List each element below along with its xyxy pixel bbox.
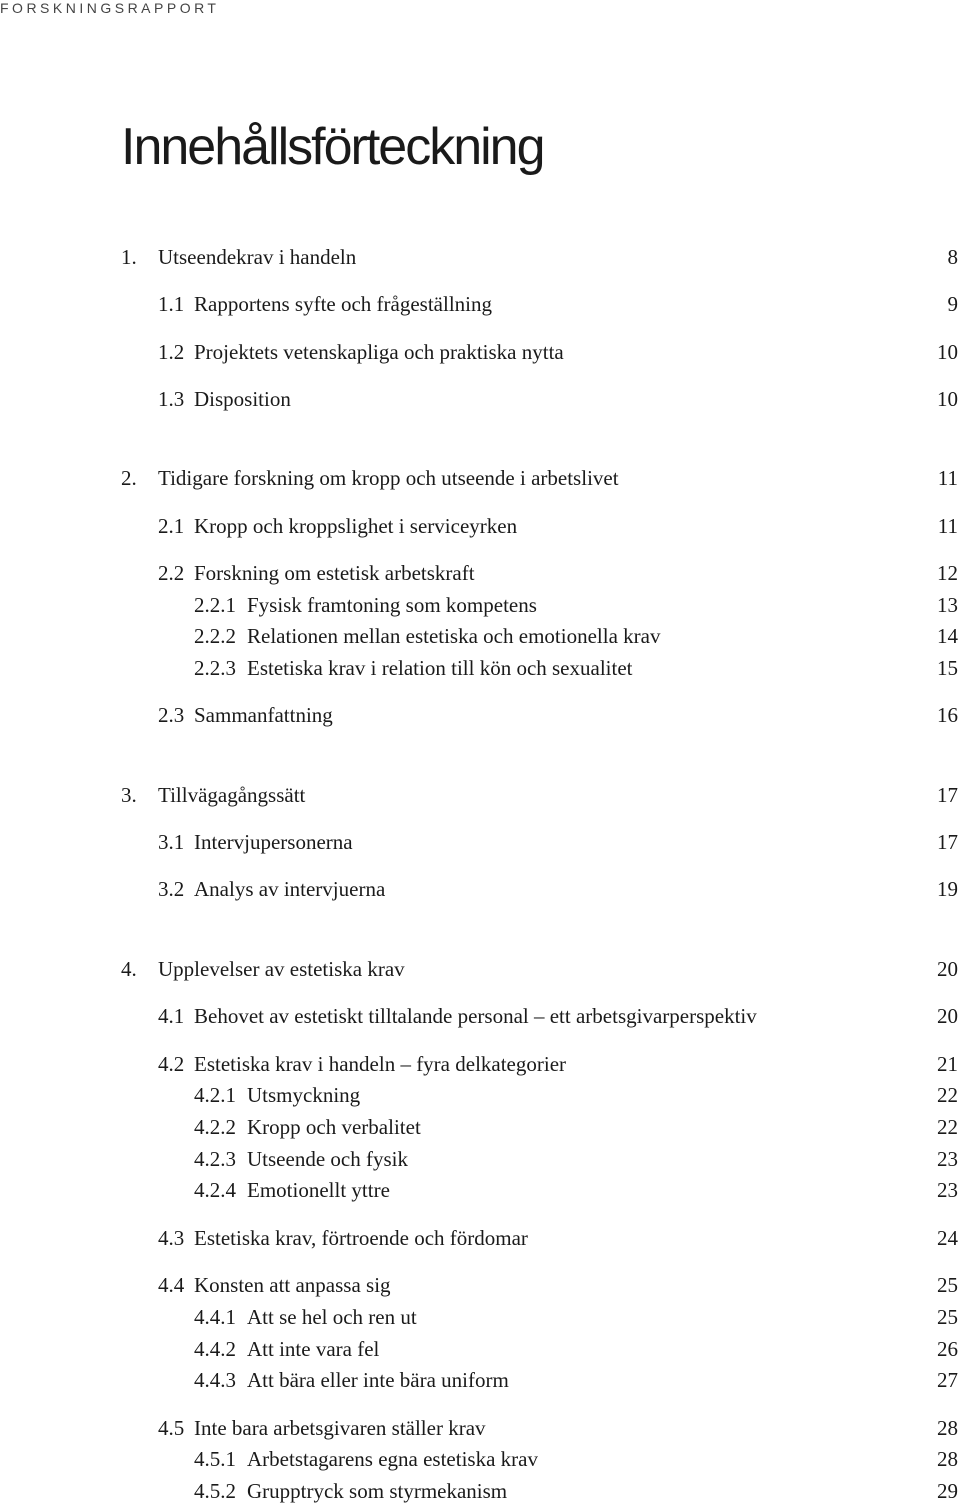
toc-entry-page: 17	[937, 783, 958, 807]
toc-entry[interactable]	[0, 1270, 960, 1300]
toc-entry[interactable]	[0, 700, 960, 730]
toc-entry-page: 19	[937, 877, 958, 901]
toc-entry-page: 28	[937, 1447, 958, 1471]
toc-entry-number: 4.2	[158, 1052, 185, 1076]
toc-entry-title: Sammanfattning	[194, 703, 333, 727]
toc-entry-number: 2.	[121, 466, 137, 490]
toc-entry-title: Utseendekrav i handeln	[158, 245, 357, 269]
toc-entry[interactable]	[0, 384, 960, 414]
toc-entry-title: Arbetstagarens egna estetiska krav	[247, 1447, 538, 1471]
toc-entry-title: Grupptryck som styrmekanism	[247, 1479, 508, 1503]
toc-entry-page: 23	[937, 1147, 958, 1171]
toc-entry-number: 4.2.4	[194, 1178, 236, 1202]
toc-entry[interactable]	[0, 954, 960, 984]
toc-entry[interactable]	[0, 242, 960, 272]
toc-entry-title: Tillvägagångssätt	[158, 783, 306, 807]
toc-entry-number: 3.1	[158, 830, 185, 854]
toc-entry-title: Relationen mellan estetiska och emotionella krav	[247, 624, 661, 648]
toc-entry[interactable]	[0, 289, 960, 319]
toc-entry-title: Utsmyckning	[247, 1083, 361, 1107]
toc-entry-page: 21	[937, 1052, 958, 1076]
page-title: Innehållsförteckning	[121, 118, 544, 176]
toc-entry[interactable]	[0, 1444, 960, 1474]
toc-entry[interactable]	[0, 337, 960, 367]
toc-entry-title: Estetiska krav, förtroende och fördomar	[194, 1226, 528, 1250]
toc-entry-title: Att inte vara fel	[247, 1337, 380, 1361]
toc-entry[interactable]	[0, 1080, 960, 1110]
toc-entry[interactable]	[0, 1049, 960, 1079]
toc-entry-page: 17	[937, 830, 958, 854]
toc-entry-page: 15	[937, 656, 958, 680]
toc-entry-title: Fysisk framtoning som kompetens	[247, 593, 537, 617]
toc-entry-number: 4.4.2	[194, 1337, 236, 1361]
toc-entry-page: 14	[937, 624, 958, 648]
toc-entry-page: 29	[937, 1479, 958, 1503]
toc-entry-title: Forskning om estetisk arbetskraft	[194, 561, 475, 585]
toc-entry-number: 1.	[121, 245, 137, 269]
toc-entry[interactable]	[0, 1001, 960, 1031]
toc-entry-title: Kropp och kroppslighet i serviceyrken	[194, 514, 518, 538]
toc-entry-title: Intervjupersonerna	[194, 830, 353, 854]
toc-entry[interactable]	[0, 1365, 960, 1395]
toc-entry-page: 20	[937, 957, 958, 981]
toc-entry-number: 4.4	[158, 1273, 185, 1297]
toc-entry-title: Att se hel och ren ut	[247, 1305, 417, 1329]
toc-entry-number: 4.5	[158, 1416, 185, 1440]
toc-entry[interactable]	[0, 1476, 960, 1506]
toc-entry[interactable]	[0, 827, 960, 857]
toc-entry-number: 2.2.3	[194, 656, 236, 680]
toc-entry-page: 16	[937, 703, 958, 727]
toc-entry-title: Disposition	[194, 387, 291, 411]
toc-entry-page: 26	[937, 1337, 958, 1361]
toc-entry[interactable]	[0, 463, 960, 493]
toc-entry-title: Att bära eller inte bära uniform	[247, 1368, 509, 1392]
toc-entry-title: Tidigare forskning om kropp och utseende i arbetslivet	[158, 466, 619, 490]
toc-entry-number: 4.	[121, 957, 137, 981]
toc-entry-page: 27	[937, 1368, 958, 1392]
toc-entry[interactable]	[0, 653, 960, 683]
toc-entry-page: 25	[937, 1305, 958, 1329]
toc-entry[interactable]	[0, 590, 960, 620]
toc-entry[interactable]	[0, 1175, 960, 1205]
toc-entry[interactable]	[0, 874, 960, 904]
toc-entry-page: 13	[937, 593, 958, 617]
toc-entry-number: 2.2	[158, 561, 185, 585]
toc-entry-page: 9	[947, 292, 958, 316]
toc-entry-number: 4.4.1	[194, 1305, 236, 1329]
toc-entry-number: 2.1	[158, 514, 185, 538]
toc-entry-number: 4.5.2	[194, 1479, 236, 1503]
toc-entry-number: 3.2	[158, 877, 185, 901]
toc-entry-number: 3.	[121, 783, 137, 807]
toc-entry-page: 11	[937, 514, 958, 538]
toc-entry[interactable]	[0, 1144, 960, 1174]
toc-entry-number: 1.3	[158, 387, 185, 411]
toc-entry[interactable]	[0, 621, 960, 651]
toc-entry-page: 8	[947, 245, 958, 269]
toc-entry-number: 1.2	[158, 340, 185, 364]
toc-entry-page: 20	[937, 1004, 958, 1028]
toc-entry-page: 22	[937, 1115, 958, 1139]
toc-entry-number: 4.5.1	[194, 1447, 236, 1471]
toc-entry-number: 2.2.1	[194, 593, 236, 617]
toc-entry-title: Utseende och fysik	[247, 1147, 408, 1171]
toc-entry[interactable]	[0, 1223, 960, 1253]
toc-entry[interactable]	[0, 1302, 960, 1332]
toc-entry-page: 23	[937, 1178, 958, 1202]
toc-entry-page: 10	[937, 340, 958, 364]
toc-entry-number: 4.2.3	[194, 1147, 236, 1171]
toc-entry-page: 10	[937, 387, 958, 411]
toc-entry-title: Estetiska krav i relation till kön och sexualitet	[247, 656, 633, 680]
toc-entry-number: 4.1	[158, 1004, 185, 1028]
running-header: FORSKNINGSRAPPORT	[0, 0, 220, 16]
toc-entry-title: Behovet av estetiskt tilltalande personal – ett arbetsgivarperspektiv	[194, 1004, 757, 1028]
toc-entry-title: Analys av intervjuerna	[194, 877, 386, 901]
toc-entry-number: 1.1	[158, 292, 185, 316]
toc-entry-page: 12	[937, 561, 958, 585]
toc-entry-number: 4.3	[158, 1226, 185, 1250]
toc-entry-page: 24	[937, 1226, 958, 1250]
toc-entry[interactable]	[0, 1334, 960, 1364]
toc-entry-number: 4.2.2	[194, 1115, 236, 1139]
toc-entry-number: 2.3	[158, 703, 185, 727]
toc-entry-title: Estetiska krav i handeln – fyra delkategorier	[194, 1052, 567, 1076]
toc-entry-page: 25	[937, 1273, 958, 1297]
toc-entry-number: 2.2.2	[194, 624, 236, 648]
toc-entry[interactable]	[0, 1413, 960, 1443]
toc-entry-title: Inte bara arbetsgivaren ställer krav	[194, 1416, 486, 1440]
toc-entry-number: 4.2.1	[194, 1083, 236, 1107]
toc-entry-number: 4.4.3	[194, 1368, 236, 1392]
toc-entry-title: Rapportens syfte och frågeställning	[194, 292, 492, 316]
toc-entry-title: Emotionellt yttre	[247, 1178, 390, 1202]
toc-entry-title: Kropp och verbalitet	[247, 1115, 421, 1139]
toc-entry-page: 28	[937, 1416, 958, 1440]
toc-entry-title: Konsten att anpassa sig	[194, 1273, 391, 1297]
toc-entry-page: 22	[937, 1083, 958, 1107]
toc-entry[interactable]	[0, 780, 960, 810]
toc-entry-title: Upplevelser av estetiska krav	[158, 957, 405, 981]
toc-entry[interactable]	[0, 1112, 960, 1142]
toc-entry-title: Projektets vetenskapliga och praktiska nytta	[194, 340, 564, 364]
toc-entry-page: 11	[937, 466, 958, 490]
toc-entry[interactable]	[0, 511, 960, 541]
toc-entry[interactable]	[0, 558, 960, 588]
